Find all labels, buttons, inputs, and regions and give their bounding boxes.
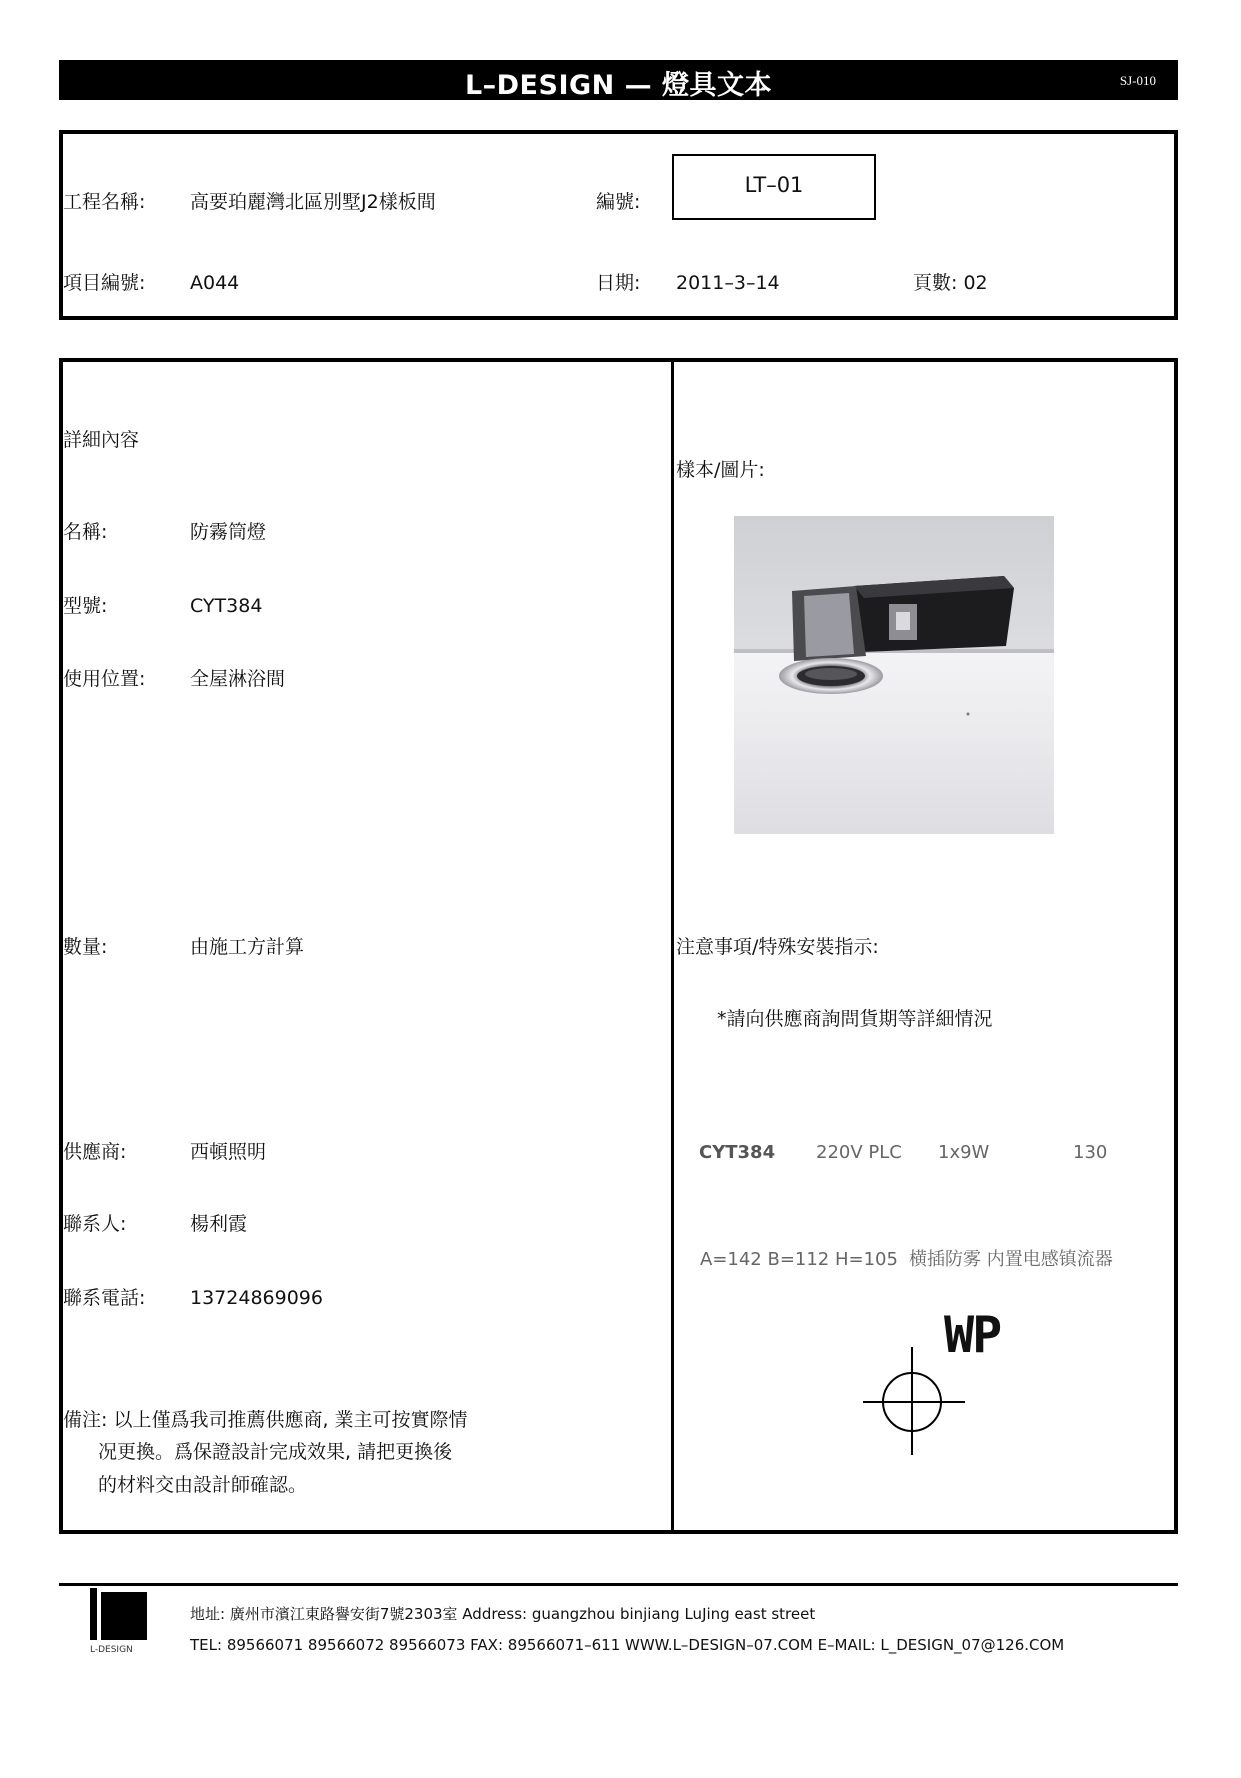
spec-dimensions: A=142 B=112 H=105 bbox=[700, 1249, 898, 1270]
location-value: 全屋淋浴間 bbox=[190, 668, 286, 690]
details-heading: 詳細內容 bbox=[63, 429, 140, 451]
downlight-image bbox=[734, 516, 1054, 834]
date-value: 2011–3–14 bbox=[676, 272, 780, 294]
date-label: 日期: bbox=[596, 272, 641, 294]
project-no-label: 項目編號: bbox=[63, 272, 146, 294]
project-name: 高要珀麗灣北區別墅J2樣板間 bbox=[190, 191, 436, 213]
sample-label: 樣本/圖片: bbox=[676, 459, 765, 481]
page-count: 頁數: 02 bbox=[913, 272, 988, 294]
supplier-label: 供應商: bbox=[63, 1141, 127, 1163]
title-bar bbox=[59, 60, 1178, 100]
quantity-value: 由施工方計算 bbox=[190, 936, 305, 958]
remarks-line-1: 備注: 以上僅爲我司推薦供應商, 業主可按實際情 bbox=[63, 1409, 468, 1431]
contact-label: 聯系人: bbox=[63, 1213, 127, 1235]
company-logo bbox=[90, 1588, 148, 1640]
name-value: 防霧筒燈 bbox=[190, 521, 267, 543]
remarks-line-2: 况更換。爲保證設計完成效果, 請把更換後 bbox=[98, 1441, 453, 1463]
footer-address: 地址: 廣州市濱江東路譽安街7號2303室 Address: guangzhou binjiang LuJing east street bbox=[190, 1605, 816, 1623]
supplier-value: 西頓照明 bbox=[190, 1141, 267, 1163]
spec-power: 220V PLC bbox=[816, 1142, 902, 1163]
project-no: A044 bbox=[190, 272, 240, 294]
ref-number-box: LT–01 bbox=[672, 154, 876, 220]
spec-lamp: 1x9W bbox=[938, 1142, 990, 1163]
notes-label: 注意事項/特殊安裝指示: bbox=[676, 936, 879, 958]
spec-description: 横插防雾 内置电感镇流器 bbox=[909, 1249, 1113, 1270]
project-name-label: 工程名稱: bbox=[63, 191, 146, 213]
location-label: 使用位置: bbox=[63, 668, 146, 690]
contact-value: 楊利霞 bbox=[190, 1213, 248, 1235]
product-photo bbox=[734, 516, 1054, 834]
notes-text: *請向供應商詢問貨期等詳細情況 bbox=[717, 1008, 993, 1030]
model-value: CYT384 bbox=[190, 595, 263, 617]
ref-label: 編號: bbox=[596, 191, 641, 213]
model-label: 型號: bbox=[63, 595, 108, 617]
spec-model: CYT384 bbox=[699, 1142, 776, 1163]
spec-cutout: 130 bbox=[1073, 1142, 1108, 1163]
logo-caption: L-DESIGN bbox=[90, 1645, 133, 1655]
footer-rule bbox=[59, 1583, 1178, 1586]
doc-code: SJ-010 bbox=[1119, 73, 1156, 88]
footer-contact: TEL: 89566071 89566072 89566073 FAX: 89566071–611 WWW.L–DESIGN–07.COM E–MAIL: L_DESIGN_07@126.COM bbox=[190, 1636, 1065, 1654]
name-label: 名稱: bbox=[63, 521, 108, 543]
page-title: L–DESIGN — 燈具文本 bbox=[464, 70, 773, 101]
phone-label: 聯系電話: bbox=[63, 1287, 146, 1309]
fixture-symbol-icon bbox=[855, 1345, 970, 1460]
remarks-line-3: 的材料交由設計師確認。 bbox=[98, 1474, 308, 1496]
phone-value: 13724869096 bbox=[190, 1287, 323, 1309]
wp-symbol-label: WP bbox=[944, 1306, 1001, 1364]
quantity-label: 數量: bbox=[63, 936, 108, 958]
column-divider bbox=[671, 358, 674, 1534]
